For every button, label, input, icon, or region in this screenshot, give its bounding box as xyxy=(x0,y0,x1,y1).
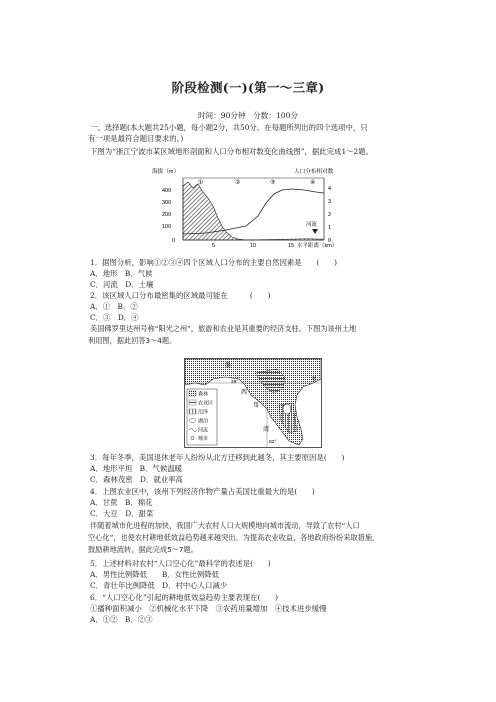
map-label: 墨 xyxy=(225,363,232,369)
right-tick: 1 xyxy=(328,225,332,231)
q2-options-ab: A．① B．② xyxy=(90,302,138,311)
river-arrow-icon xyxy=(312,229,318,234)
legend-swamp: 沼泽 xyxy=(198,409,209,416)
legend-river: 河流 xyxy=(198,427,209,434)
page-title: 阶段检测(一)(第一～三章) xyxy=(171,80,325,95)
left-tick: 400 xyxy=(162,188,172,194)
x-tick: 10 xyxy=(250,243,257,249)
legend-lake: 湖泊 xyxy=(198,418,209,425)
q4-stem: 4．上图农业区中，该州下列经济作物产量占美国比重最大的是( ) xyxy=(90,487,315,496)
longitude-label: 82° xyxy=(269,440,277,445)
map-label: 西 xyxy=(241,390,248,396)
x-axis-label: 水平距离（km） xyxy=(297,243,338,249)
florida-landuse-map xyxy=(184,358,322,448)
region-marker: ① xyxy=(198,180,204,186)
left-tick: 100 xyxy=(162,224,172,230)
legend-farm: 农业区 xyxy=(198,400,214,407)
q3-options-ab: A．地形平坦 B．气候温暖 xyxy=(90,464,183,473)
region-marker: ② xyxy=(235,180,241,186)
map-label: 多 xyxy=(311,377,318,383)
terrain-profile xyxy=(183,182,246,240)
section-instructions-line1: 一、选择题(本大题共25小题，每小题2分，共50分。在每题所列出的四个选项中，只 xyxy=(90,123,368,132)
intro-q3-4-line1: 美国佛罗里达州号称“阳光之州”，旅游和农业是其重要的经济支柱。下图为该州土地 xyxy=(90,324,357,333)
section-instructions-line2: 有一项是最符合题目要求的。) xyxy=(88,134,184,143)
q4-options-ab: A．甘蔗 B．棉花 xyxy=(90,498,153,507)
terrain-population-figure xyxy=(146,168,356,252)
q6-items: ①播种面积减小 ②机械化水平下降 ③农药用量增加 ④技术进步缓慢 xyxy=(90,604,327,613)
q3-options-cd: C．森林茂密 D．就业率高 xyxy=(90,475,183,484)
right-tick: 3 xyxy=(328,199,332,205)
legend-city: 城市 xyxy=(198,436,209,442)
q2-options-cd: C．③ D．④ xyxy=(90,313,139,322)
right-tick: 0 xyxy=(328,238,332,244)
left-tick: 0 xyxy=(172,238,176,244)
left-axis-label: 海拔（m） xyxy=(152,169,180,175)
left-tick: 300 xyxy=(162,200,172,206)
right-tick: 2 xyxy=(328,212,332,218)
intro-q5-7-line2: 空心化”，也使农村耕地低效益趋势越来越突出。为提高农业收益，各地政府纷纷采取措施， xyxy=(88,533,380,542)
intro-q5-7-line3: 鼓励耕地流转。据此完成5～7题。 xyxy=(88,545,198,554)
q1-stem: 1．据图分析，影响①②③④四个区域人口分布的主要自然因素是 ( ) xyxy=(90,258,337,267)
q2-stem: 2．该区域人口分布最密集的区域最可能在 ( ) xyxy=(90,291,271,300)
q6-stem: 6．“人口空心化”引起的耕地低效益趋势主要表现在( ) xyxy=(90,593,279,602)
latitude-label: 28° xyxy=(231,380,239,385)
q1-options-cd: C．河流 D．土壤 xyxy=(90,280,154,289)
x-tick: 15 xyxy=(288,243,295,249)
river-label: 河流 xyxy=(306,222,317,228)
region-marker: ④ xyxy=(310,180,316,186)
q6-options-ab: A．①② B．②③ xyxy=(90,615,153,624)
q5-options-cd: C．青壮年比例降低 D．村中心人口减少 xyxy=(90,581,228,590)
q1-options-ab: A．地形 B．气候 xyxy=(90,269,153,278)
region-marker: ③ xyxy=(270,180,276,186)
intro-q5-7-line1: 伴随着城市化进程的加快，我国广大农村人口大规模地向城市流动，导致了农村“人口 xyxy=(90,521,360,530)
intro-q1-2: 下图为“浙江宁波市某区域地形剖面和人口分布相对数变化曲线图”，据此完成1～2题。 xyxy=(90,147,374,156)
q5-options-ab: A．男性比例降低 B．女性比例降低 xyxy=(90,570,220,579)
intro-q3-4-line2: 利用图，据此回答3～4题。 xyxy=(88,336,177,345)
q4-options-cd: C．大豆 D．甜菜 xyxy=(90,509,154,518)
map-label: 湾 xyxy=(263,427,270,433)
map-label: 哥 xyxy=(253,403,260,409)
q5-stem: 5．上述材料对农村“人口空心化”最科学的表述是( ) xyxy=(90,559,271,568)
legend-forest: 森林 xyxy=(198,391,209,398)
left-tick: 200 xyxy=(162,212,172,218)
lake-icon xyxy=(283,404,291,414)
x-tick: 5 xyxy=(212,243,216,249)
q3-stem: 3．每年冬季，美国退休老年人纷纷从北方迁移到此越冬，其主要原因是( ) xyxy=(90,453,345,462)
exam-meta: 时间：90分钟 分数：100分 xyxy=(197,111,299,120)
right-axis-label: 人口分布相对数 xyxy=(294,169,334,175)
right-tick: 4 xyxy=(328,186,332,192)
